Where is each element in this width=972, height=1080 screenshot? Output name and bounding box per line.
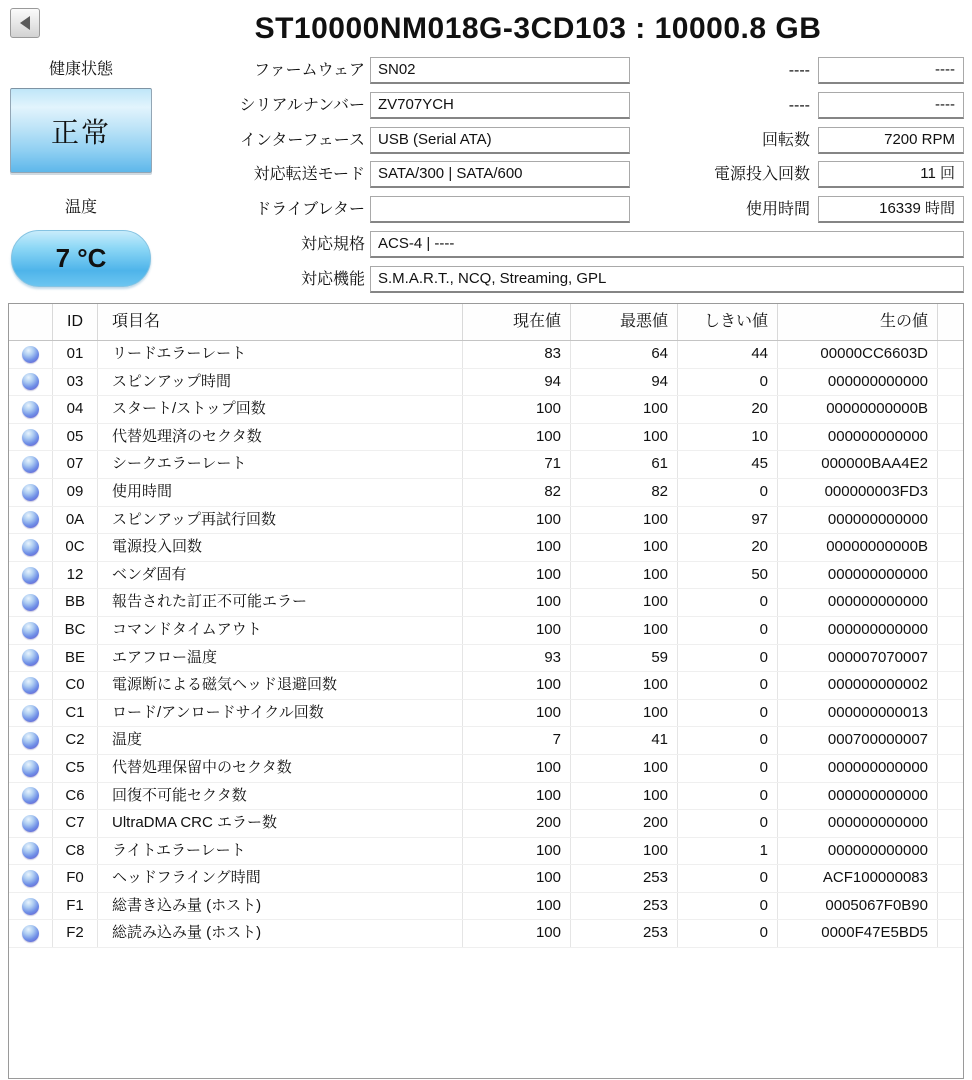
smart-attribute-name: スタート/ストップ回数 <box>98 396 463 423</box>
smart-id: C6 <box>53 783 98 810</box>
smart-threshold-value: 0 <box>678 672 778 699</box>
field-value: 11 回 <box>920 165 955 182</box>
row-spacer <box>938 838 963 865</box>
smart-current-value: 100 <box>463 755 571 782</box>
smart-current-value: 100 <box>463 562 571 589</box>
indicator-cell <box>9 369 53 396</box>
field-label: ファームウェア <box>253 62 365 79</box>
field-value-box <box>818 92 964 119</box>
indicator-cell <box>9 755 53 782</box>
smart-attribute-name: 総読み込み量 (ホスト) <box>98 920 463 947</box>
status-indicator-icon <box>22 346 39 363</box>
smart-id: C5 <box>53 755 98 782</box>
smart-row[interactable] <box>9 479 963 507</box>
column-header-current[interactable]: 現在値 <box>463 304 571 340</box>
smart-raw-value: 000000000000 <box>778 810 938 837</box>
smart-attribute-name: ヘッドフライング時間 <box>98 865 463 892</box>
field-value: USB (Serial ATA) <box>378 131 492 148</box>
smart-raw-value: 000000000000 <box>778 617 938 644</box>
row-spacer <box>938 617 963 644</box>
field-value-box <box>370 266 964 293</box>
indicator-cell <box>9 920 53 947</box>
smart-attribute-name: コマンドタイムアウト <box>98 617 463 644</box>
smart-current-value: 71 <box>463 451 571 478</box>
smart-id: 0A <box>53 507 98 534</box>
smart-current-value: 100 <box>463 507 571 534</box>
row-spacer <box>938 424 963 451</box>
smart-threshold-value: 0 <box>678 479 778 506</box>
smart-current-value: 100 <box>463 589 571 616</box>
smart-current-value: 100 <box>463 617 571 644</box>
field-value: ---- <box>935 61 955 78</box>
smart-current-value: 100 <box>463 838 571 865</box>
smart-raw-value: 000000000000 <box>778 589 938 616</box>
smart-id: F0 <box>53 865 98 892</box>
row-spacer <box>938 700 963 727</box>
field-value: 7200 RPM <box>884 131 955 148</box>
field-value: ---- <box>935 96 955 113</box>
status-indicator-icon <box>22 567 39 584</box>
smart-attribute-name: ベンダ固有 <box>98 562 463 589</box>
smart-worst-value: 100 <box>571 617 678 644</box>
smart-threshold-value: 50 <box>678 562 778 589</box>
indicator-cell <box>9 534 53 561</box>
smart-threshold-value: 97 <box>678 507 778 534</box>
smart-row[interactable] <box>9 341 963 369</box>
indicator-cell <box>9 727 53 754</box>
status-indicator-icon <box>22 649 39 666</box>
indicator-cell <box>9 396 53 423</box>
smart-current-value: 7 <box>463 727 571 754</box>
smart-row[interactable] <box>9 783 963 811</box>
back-button[interactable] <box>10 8 40 38</box>
back-arrow-icon <box>20 16 30 30</box>
field-value: S.M.A.R.T., NCQ, Streaming, GPL <box>378 270 607 287</box>
field-value: ZV707YCH <box>378 96 454 113</box>
smart-worst-value: 100 <box>571 700 678 727</box>
status-indicator-icon <box>22 705 39 722</box>
smart-attribute-name: ライトエラーレート <box>98 838 463 865</box>
field-label: 回転数 <box>761 132 810 149</box>
status-indicator-icon <box>22 622 39 639</box>
smart-id: 09 <box>53 479 98 506</box>
row-spacer <box>938 479 963 506</box>
row-spacer <box>938 369 963 396</box>
smart-worst-value: 100 <box>571 562 678 589</box>
row-spacer <box>938 534 963 561</box>
smart-raw-value: 000000003FD3 <box>778 479 938 506</box>
smart-current-value: 93 <box>463 645 571 672</box>
indicator-cell <box>9 700 53 727</box>
smart-id: BB <box>53 589 98 616</box>
smart-attribute-name: 電源投入回数 <box>98 534 463 561</box>
smart-id: 01 <box>53 341 98 368</box>
health-status-text: 正常 <box>50 116 111 148</box>
smart-worst-value: 100 <box>571 755 678 782</box>
smart-raw-value: 00000CC6603D <box>778 341 938 368</box>
smart-attribute-name: エアフロー温度 <box>98 645 463 672</box>
smart-worst-value: 253 <box>571 893 678 920</box>
status-indicator-icon <box>22 898 39 915</box>
smart-row[interactable] <box>9 507 963 535</box>
smart-id: 0C <box>53 534 98 561</box>
smart-threshold-value: 1 <box>678 838 778 865</box>
smart-raw-value: 000000000000 <box>778 507 938 534</box>
status-indicator-icon <box>22 870 39 887</box>
row-spacer <box>938 396 963 423</box>
smart-threshold-value: 0 <box>678 700 778 727</box>
smart-id: BC <box>53 617 98 644</box>
status-indicator-icon <box>22 484 39 501</box>
smart-id: F1 <box>53 893 98 920</box>
row-spacer <box>938 755 963 782</box>
indicator-cell <box>9 865 53 892</box>
indicator-cell <box>9 341 53 368</box>
smart-raw-value: ACF100000083 <box>778 865 938 892</box>
smart-raw-value: 000000000013 <box>778 700 938 727</box>
temperature-label: 温度 <box>64 199 97 216</box>
field-value: 16339 時間 <box>879 200 955 217</box>
drive-title: ST10000NM018G-3CD103 : 10000.8 GB <box>254 12 822 45</box>
smart-row[interactable] <box>9 893 963 921</box>
smart-attribute-name: リードエラーレート <box>98 341 463 368</box>
status-indicator-icon <box>22 456 39 473</box>
smart-worst-value: 200 <box>571 810 678 837</box>
row-spacer <box>938 727 963 754</box>
smart-current-value: 100 <box>463 534 571 561</box>
smart-threshold-value: 45 <box>678 451 778 478</box>
smart-current-value: 100 <box>463 783 571 810</box>
smart-id: C0 <box>53 672 98 699</box>
smart-worst-value: 100 <box>571 783 678 810</box>
smart-row[interactable] <box>9 424 963 452</box>
row-spacer <box>938 589 963 616</box>
status-indicator-icon <box>22 842 39 859</box>
smart-worst-value: 100 <box>571 672 678 699</box>
smart-row[interactable] <box>9 700 963 728</box>
field-label: シリアルナンバー <box>239 97 365 114</box>
smart-threshold-value: 10 <box>678 424 778 451</box>
column-header-name[interactable]: 項目名 <box>98 304 463 340</box>
smart-raw-value: 000000000000 <box>778 424 938 451</box>
smart-raw-value: 000000000000 <box>778 562 938 589</box>
smart-worst-value: 82 <box>571 479 678 506</box>
status-indicator-icon <box>22 925 39 942</box>
smart-raw-value: 000000000000 <box>778 369 938 396</box>
field-value: SN02 <box>378 61 416 78</box>
smart-raw-value: 000000000000 <box>778 838 938 865</box>
smart-attribute-name: スピンアップ時間 <box>98 369 463 396</box>
column-header-threshold[interactable]: しきい値 <box>678 304 778 340</box>
row-spacer <box>938 783 963 810</box>
status-indicator-icon <box>22 760 39 777</box>
column-header-indicator[interactable] <box>9 304 53 340</box>
smart-threshold-value: 0 <box>678 810 778 837</box>
field-label: 電源投入回数 <box>713 166 810 183</box>
smart-id: C2 <box>53 727 98 754</box>
smart-threshold-value: 0 <box>678 617 778 644</box>
indicator-cell <box>9 424 53 451</box>
row-spacer <box>938 672 963 699</box>
smart-current-value: 100 <box>463 893 571 920</box>
status-indicator-icon <box>22 511 39 528</box>
smart-worst-value: 41 <box>571 727 678 754</box>
smart-raw-value: 000000BAA4E2 <box>778 451 938 478</box>
health-status-label: 健康状態 <box>48 61 113 78</box>
field-label: 対応転送モード <box>253 166 365 183</box>
row-spacer <box>938 865 963 892</box>
smart-attribute-name: 使用時間 <box>98 479 463 506</box>
smart-raw-value: 0000F47E5BD5 <box>778 920 938 947</box>
smart-worst-value: 100 <box>571 838 678 865</box>
smart-id: C8 <box>53 838 98 865</box>
smart-threshold-value: 0 <box>678 727 778 754</box>
smart-id: BE <box>53 645 98 672</box>
indicator-cell <box>9 783 53 810</box>
info-row <box>0 92 972 119</box>
smart-worst-value: 100 <box>571 424 678 451</box>
row-spacer <box>938 451 963 478</box>
smart-current-value: 83 <box>463 341 571 368</box>
smart-id: F2 <box>53 920 98 947</box>
indicator-cell <box>9 562 53 589</box>
smart-worst-value: 64 <box>571 341 678 368</box>
indicator-cell <box>9 645 53 672</box>
field-value-box <box>818 196 964 223</box>
field-label: ---- <box>788 97 810 114</box>
indicator-cell <box>9 507 53 534</box>
smart-attribute-table <box>8 303 964 1079</box>
smart-threshold-value: 20 <box>678 534 778 561</box>
smart-id: 03 <box>53 369 98 396</box>
smart-current-value: 100 <box>463 865 571 892</box>
smart-raw-value: 00000000000B <box>778 534 938 561</box>
indicator-cell <box>9 838 53 865</box>
smart-threshold-value: 0 <box>678 865 778 892</box>
column-header-raw[interactable]: 生の値 <box>778 304 938 340</box>
field-label: ---- <box>788 62 810 79</box>
smart-threshold-value: 0 <box>678 920 778 947</box>
status-indicator-icon <box>22 539 39 556</box>
smart-current-value: 100 <box>463 672 571 699</box>
smart-row[interactable] <box>9 645 963 673</box>
field-value-box <box>370 231 964 258</box>
indicator-cell <box>9 451 53 478</box>
field-value: ACS-4 | ---- <box>378 235 455 252</box>
status-indicator-icon <box>22 677 39 694</box>
smart-id: 05 <box>53 424 98 451</box>
smart-worst-value: 100 <box>571 396 678 423</box>
smart-row[interactable] <box>9 865 963 893</box>
smart-row[interactable] <box>9 810 963 838</box>
smart-row[interactable] <box>9 727 963 755</box>
smart-row[interactable] <box>9 838 963 866</box>
smart-current-value: 94 <box>463 369 571 396</box>
info-row <box>0 231 972 258</box>
smart-raw-value: 000700000007 <box>778 727 938 754</box>
smart-row[interactable] <box>9 562 963 590</box>
temperature-text: 7 °C <box>55 243 107 273</box>
row-spacer <box>938 893 963 920</box>
status-indicator-icon <box>22 594 39 611</box>
row-spacer <box>938 507 963 534</box>
smart-raw-value: 000000000000 <box>778 755 938 782</box>
indicator-cell <box>9 672 53 699</box>
indicator-cell <box>9 893 53 920</box>
smart-attribute-name: スピンアップ再試行回数 <box>98 507 463 534</box>
smart-attribute-name: 総書き込み量 (ホスト) <box>98 893 463 920</box>
field-label: インターフェース <box>240 132 365 149</box>
smart-threshold-value: 0 <box>678 369 778 396</box>
info-row <box>0 57 972 84</box>
smart-raw-value: 000000000000 <box>778 783 938 810</box>
indicator-cell <box>9 479 53 506</box>
smart-attribute-name: ロード/アンロードサイクル回数 <box>98 700 463 727</box>
smart-threshold-value: 0 <box>678 893 778 920</box>
smart-attribute-name: 報告された訂正不可能エラー <box>98 589 463 616</box>
field-label: 使用時間 <box>745 201 810 218</box>
smart-id: 12 <box>53 562 98 589</box>
status-indicator-icon <box>22 401 39 418</box>
smart-attribute-name: 代替処理済のセクタ数 <box>98 424 463 451</box>
smart-threshold-value: 0 <box>678 589 778 616</box>
smart-worst-value: 59 <box>571 645 678 672</box>
smart-worst-value: 94 <box>571 369 678 396</box>
smart-row[interactable] <box>9 755 963 783</box>
smart-threshold-value: 0 <box>678 783 778 810</box>
smart-worst-value: 253 <box>571 865 678 892</box>
field-value-box <box>818 127 964 154</box>
smart-worst-value: 100 <box>571 534 678 561</box>
smart-raw-value: 000007070007 <box>778 645 938 672</box>
status-indicator-icon <box>22 373 39 390</box>
status-indicator-icon <box>22 787 39 804</box>
smart-worst-value: 61 <box>571 451 678 478</box>
smart-attribute-name: 温度 <box>98 727 463 754</box>
smart-worst-value: 100 <box>571 589 678 616</box>
row-spacer <box>938 920 963 947</box>
smart-id: 07 <box>53 451 98 478</box>
smart-threshold-value: 20 <box>678 396 778 423</box>
field-label: 対応規格 <box>300 236 365 253</box>
smart-threshold-value: 0 <box>678 645 778 672</box>
smart-attribute-name: シークエラーレート <box>98 451 463 478</box>
field-value-box <box>818 161 964 188</box>
row-spacer <box>938 341 963 368</box>
smart-worst-value: 100 <box>571 507 678 534</box>
field-label: ドライブレター <box>255 201 365 218</box>
smart-current-value: 200 <box>463 810 571 837</box>
smart-attribute-name: 電源断による磁気ヘッド退避回数 <box>98 672 463 699</box>
smart-row[interactable] <box>9 617 963 645</box>
smart-raw-value: 0005067F0B90 <box>778 893 938 920</box>
smart-current-value: 100 <box>463 424 571 451</box>
smart-attribute-name: 回復不可能セクタ数 <box>98 783 463 810</box>
column-header-id[interactable]: ID <box>53 304 98 340</box>
indicator-cell <box>9 617 53 644</box>
smart-row[interactable] <box>9 451 963 479</box>
smart-current-value: 100 <box>463 396 571 423</box>
row-spacer <box>938 810 963 837</box>
row-spacer <box>938 562 963 589</box>
smart-table-header <box>9 304 963 341</box>
indicator-cell <box>9 810 53 837</box>
smart-worst-value: 253 <box>571 920 678 947</box>
smart-id: C1 <box>53 700 98 727</box>
smart-raw-value: 000000000002 <box>778 672 938 699</box>
info-row <box>0 161 972 188</box>
column-header-spacer <box>938 304 963 340</box>
info-row <box>0 266 972 293</box>
info-row <box>0 127 972 154</box>
info-row <box>0 196 972 223</box>
smart-threshold-value: 0 <box>678 755 778 782</box>
smart-row[interactable] <box>9 672 963 700</box>
status-indicator-icon <box>22 732 39 749</box>
field-label: 対応機能 <box>300 271 365 288</box>
smart-current-value: 100 <box>463 700 571 727</box>
smart-row[interactable] <box>9 534 963 562</box>
smart-attribute-name: 代替処理保留中のセクタ数 <box>98 755 463 782</box>
smart-row[interactable] <box>9 589 963 617</box>
smart-row[interactable] <box>9 920 963 948</box>
smart-attribute-name: UltraDMA CRC エラー数 <box>98 810 463 837</box>
smart-table-body <box>9 341 963 948</box>
status-indicator-icon <box>22 815 39 832</box>
row-spacer <box>938 645 963 672</box>
column-header-worst[interactable]: 最悪値 <box>571 304 678 340</box>
field-value: SATA/300 | SATA/600 <box>378 165 523 182</box>
indicator-cell <box>9 589 53 616</box>
smart-raw-value: 00000000000B <box>778 396 938 423</box>
smart-id: 04 <box>53 396 98 423</box>
smart-current-value: 100 <box>463 920 571 947</box>
smart-current-value: 82 <box>463 479 571 506</box>
status-indicator-icon <box>22 429 39 446</box>
smart-row[interactable] <box>9 396 963 424</box>
smart-threshold-value: 44 <box>678 341 778 368</box>
field-value-box <box>818 57 964 84</box>
smart-id: C7 <box>53 810 98 837</box>
smart-row[interactable] <box>9 369 963 397</box>
